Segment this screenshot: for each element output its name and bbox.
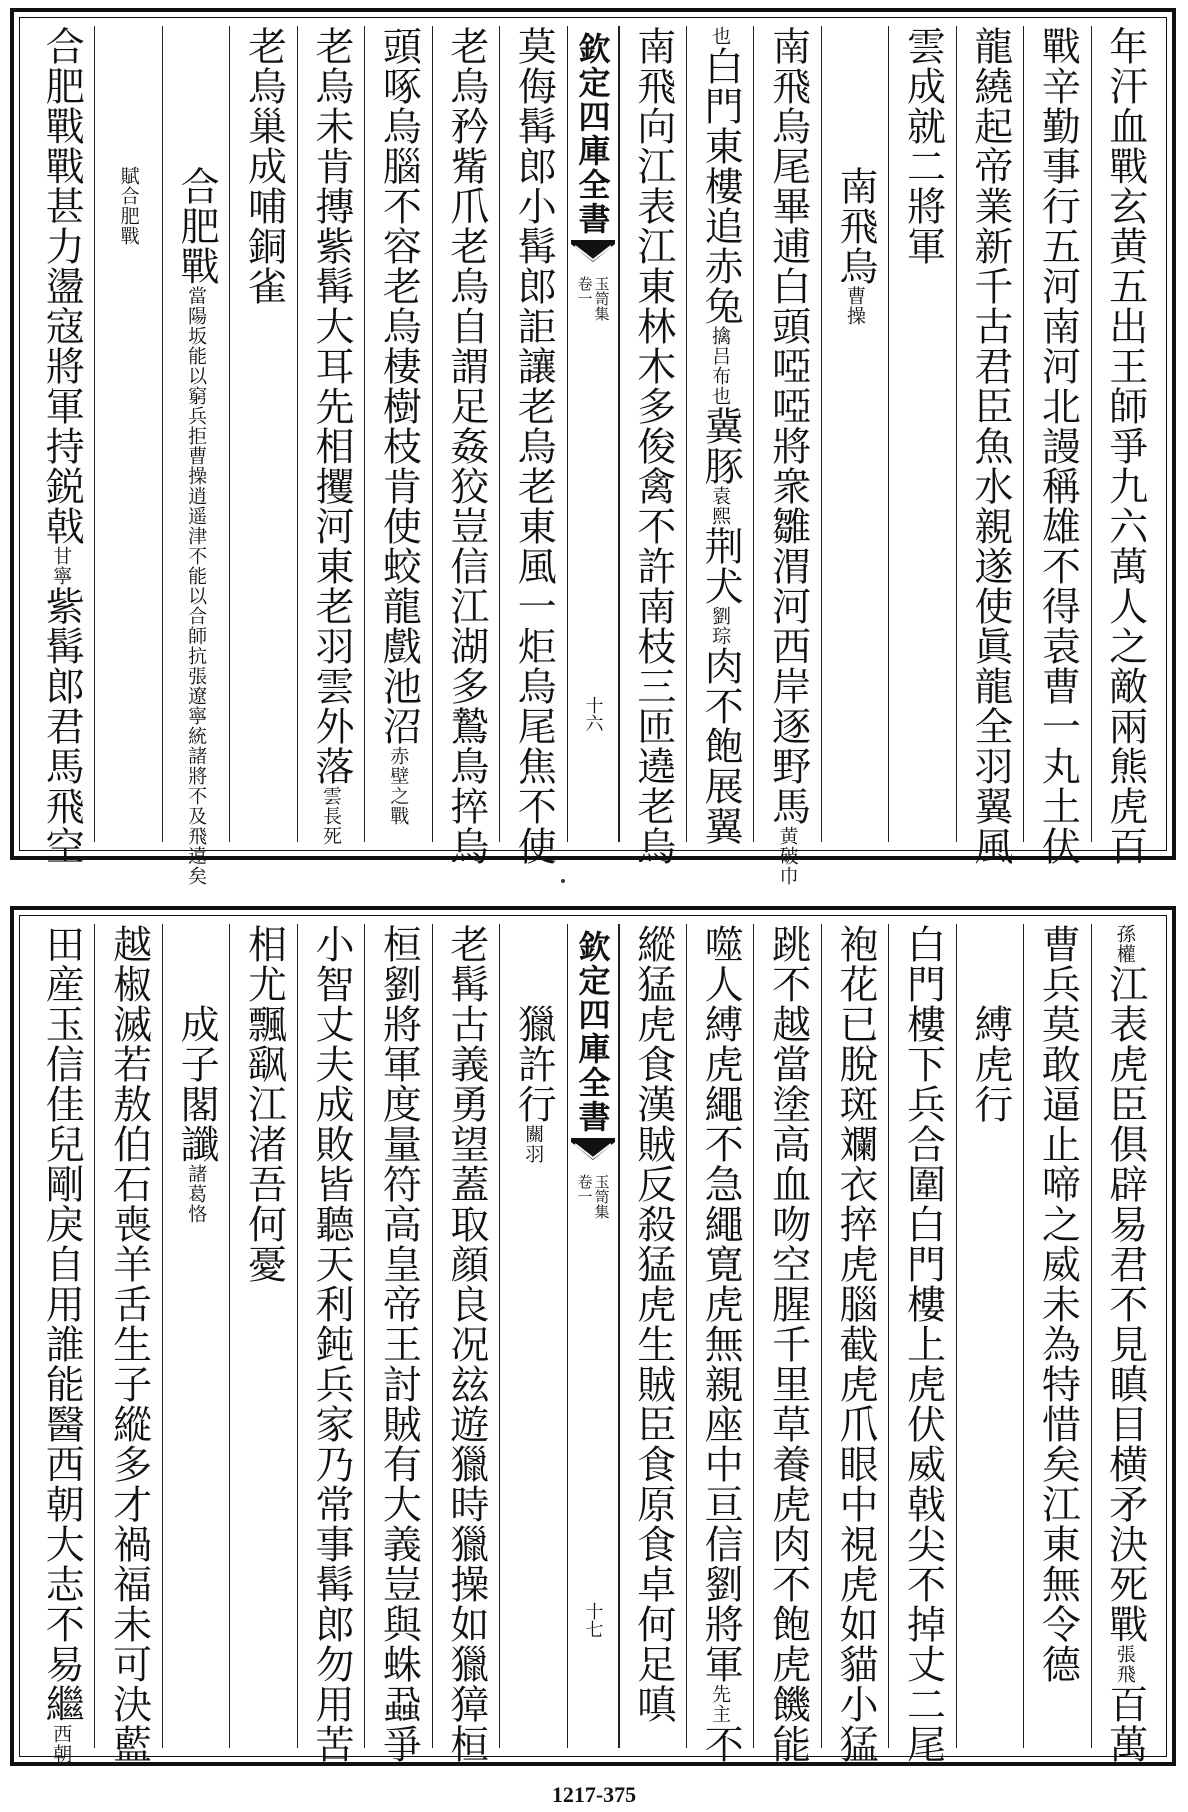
verse-line: 也白門東樓追赤兔擒吕布也冀豚袁熙荆犬劉琮肉不飽展翼	[698, 26, 744, 846]
verse-line: 合肥戰戰甚力盪寇將軍持鋭戟甘寧紫髯郎君馬飛空	[39, 26, 85, 866]
column	[956, 26, 1023, 866]
column	[1023, 924, 1090, 1748]
column	[364, 924, 431, 1764]
column	[364, 26, 431, 842]
verse-line: 南飛向江表江東林木多俊禽不許南枝三匝遶老烏	[630, 26, 676, 866]
inline-note: 甘寧	[50, 546, 73, 586]
volume-label: 卷一	[575, 276, 594, 306]
verse-line: 白門樓下兵合圍白門樓上虎伏威戟尖不掉丈二尾	[900, 924, 946, 1764]
poem-title: 成子閣讖諸葛恪	[174, 1004, 220, 1224]
column	[28, 924, 94, 1764]
column	[94, 26, 161, 842]
collection-title: 欽定四庫全書	[573, 930, 612, 1134]
page-number: 十七	[582, 1602, 604, 1638]
collection-title: 欽定四庫全書	[573, 32, 612, 236]
inline-note: 劉琮	[709, 606, 732, 646]
upper-page	[10, 8, 1176, 886]
verse-line: 老烏未肯摶紫髯大耳先相攫河東老羽雲外落雲長死	[308, 26, 354, 846]
column	[432, 26, 499, 866]
verse-line: 噬人縛虎繩不急繩寛虎無親座中亘信劉將軍先主不	[698, 924, 744, 1764]
volume-label: 卷一	[575, 1174, 594, 1204]
poem-author: 曹操	[844, 286, 867, 326]
column	[229, 924, 296, 1748]
fish-tail-icon	[571, 240, 615, 266]
column	[28, 26, 94, 866]
column	[888, 26, 955, 842]
column	[162, 26, 229, 886]
inline-note: 張飛	[1113, 1644, 1136, 1684]
inline-note: 雲長死	[319, 786, 342, 846]
verse-line: 孫權江表虎臣俱辟易君不見瞋目横矛決死戰張飛百萬	[1102, 924, 1148, 1764]
poem-title: 縛虎行	[967, 1004, 1013, 1124]
poem-title: 合肥戰當陽坂能以窮兵拒曹操逍遥津不能以合師抗張遼寧統諸將不及飛遠矣	[174, 166, 220, 886]
verse-line: 戰辛勤事行五河南河北謾稱雄不得袁曹一丸土伏	[1035, 26, 1081, 866]
book-name: 玉笥集	[592, 1174, 611, 1219]
inline-note: 也	[709, 26, 732, 46]
verse-line: 雲成就二將軍	[900, 26, 946, 266]
inline-note: 擒吕布也	[709, 326, 732, 406]
page-number: 十六	[582, 696, 604, 732]
upper-columns	[28, 26, 1158, 886]
verse-line: 桓劉將軍度量符高皇帝王討賊有大義豈與蛛蝨爭	[376, 924, 422, 1764]
verse-line: 老烏巢成哺銅雀	[241, 26, 287, 306]
book-name: 玉笥集	[592, 276, 611, 321]
verse-line: 田産玉信佳兒剛戾自用誰能醫西朝大志不易繼西朝	[39, 924, 85, 1764]
verse-line: 曹兵莫敢逼止啼之威未為特惜矣江東無令德	[1035, 924, 1081, 1684]
verse-line: 老烏矜觜爪老烏自謂足姦狡豈信江湖多鷙鳥捽烏	[443, 26, 489, 866]
column	[619, 924, 686, 1748]
verse-line: 相尤飄飖江渚吾何憂	[241, 924, 287, 1284]
scan-speck	[560, 878, 566, 884]
column	[432, 924, 499, 1764]
column	[1091, 26, 1158, 866]
poem-author: 諸葛恪	[185, 1164, 208, 1224]
poem-note: 當陽坂能以窮兵拒曹操逍遥津不能以合師抗張遼寧統諸將不及飛遠矣	[185, 286, 208, 886]
center-fold	[567, 26, 619, 842]
verse-line: 年汗血戰玄黄五出王師爭九六萬人之敵兩熊虎百	[1102, 26, 1148, 866]
column	[499, 26, 566, 866]
column	[821, 26, 888, 842]
poem-author: 關羽	[522, 1124, 545, 1164]
column	[94, 924, 161, 1764]
column	[1091, 924, 1158, 1764]
verse-line: 莫侮髯郎小髯郎詎讓老烏老東風一炬烏尾焦不使	[511, 26, 557, 866]
column	[821, 924, 888, 1764]
inline-note: 袁熙	[709, 486, 732, 526]
poem-title: 獵許行關羽	[511, 1004, 557, 1164]
book-info	[576, 1174, 610, 1219]
sub-note: 賦合肥戰	[117, 166, 140, 246]
column	[162, 924, 229, 1748]
column	[229, 26, 296, 842]
inline-note: 孫權	[1113, 924, 1136, 964]
column	[956, 924, 1023, 1748]
verse-line: 頭啄烏腦不容老烏棲樹枝肯使蛟龍戲池沼赤壁之戰	[376, 26, 422, 826]
verse-line: 縱猛虎食漢賊反殺猛虎生賊臣食原食卓何足嗔	[630, 924, 676, 1724]
column	[888, 924, 955, 1764]
verse-line: 小智丈夫成敗皆聽天利鈍兵家乃常事髯郎勿用苦	[308, 924, 354, 1764]
column	[686, 26, 753, 846]
column	[753, 924, 820, 1764]
lower-columns	[28, 924, 1158, 1764]
column	[499, 924, 566, 1748]
column	[619, 26, 686, 866]
center-fold	[567, 924, 619, 1748]
verse-line: 越椒滅若敖伯石喪羊舌生子縱多才禍福未可決藍	[106, 924, 152, 1764]
verse-line: 南飛烏尾畢逋白頭啞啞將衆雛渭河西岸逐野馬黄破巾	[765, 26, 811, 886]
column	[1023, 26, 1090, 866]
verse-line: 袍花已脫斑斕衣捽虎腦截虎爪眼中視虎如貓小猛	[833, 924, 879, 1764]
verse-line: 龍繞起帝業新千古君臣魚水親遂使眞龍全羽翼風	[967, 26, 1013, 866]
inline-note: 赤壁之戰	[387, 746, 410, 826]
lower-page	[10, 906, 1176, 1766]
column	[753, 26, 820, 886]
verse-line: 跳不越當塗高血吻空腥千里草養虎肉不飽虎饑能	[765, 924, 811, 1764]
fish-tail-icon	[571, 1138, 615, 1164]
column	[297, 26, 364, 846]
inline-note: 西朝	[50, 1724, 73, 1764]
inline-note: 黄破巾	[776, 826, 799, 886]
inline-note: 先主	[709, 1684, 732, 1724]
column	[686, 924, 753, 1764]
column	[297, 924, 364, 1764]
book-info	[576, 276, 610, 321]
page-footer: 1217-375	[551, 1782, 637, 1807]
poem-title: 南飛烏曹操	[833, 166, 879, 326]
verse-line: 老髯古義勇望蓋取顔良况玆遊獵時獵操如獵獐桓	[443, 924, 489, 1764]
